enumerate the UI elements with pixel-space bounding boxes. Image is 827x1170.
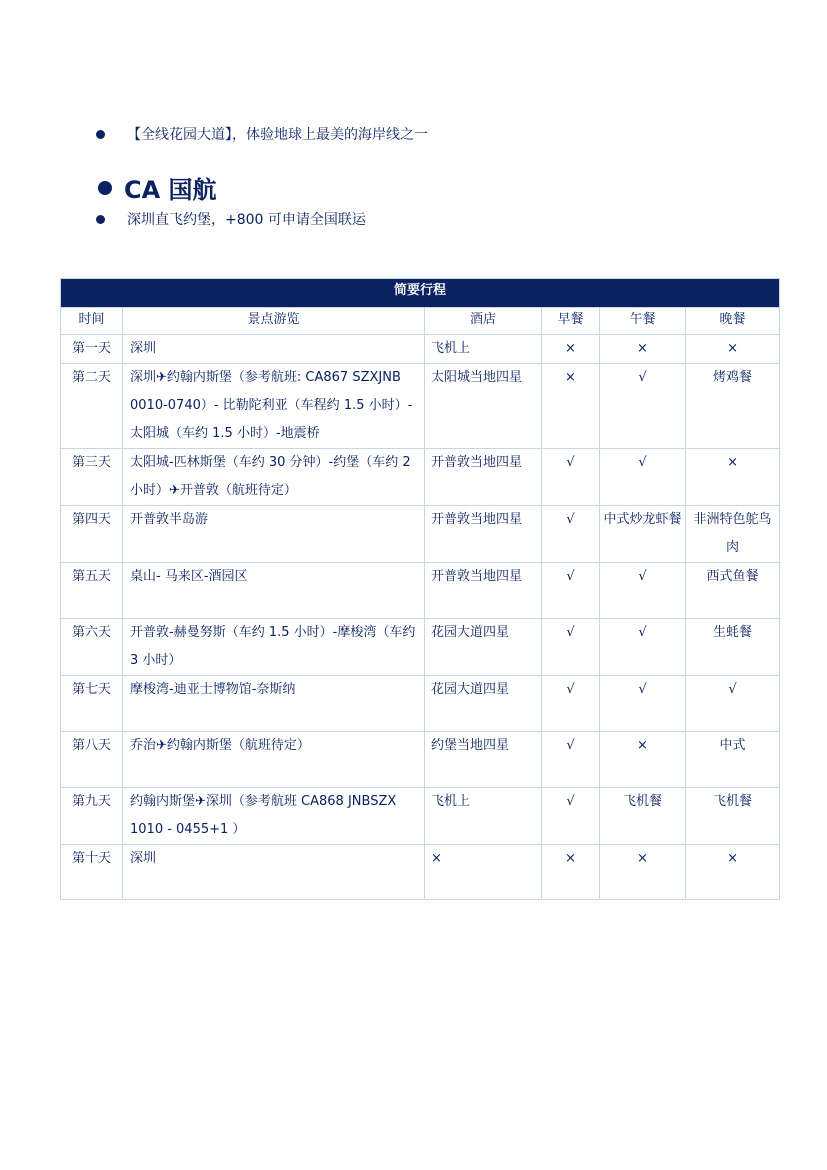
- hotel-cell: ×: [425, 845, 542, 900]
- header-sights: 景点游览: [123, 308, 425, 335]
- bullet-dot-icon: [96, 130, 105, 139]
- sight-cell: 深圳: [123, 845, 425, 900]
- table-row: [61, 732, 780, 788]
- bullet-text: 【全线花园大道】，体验地球上最美的海岸线之一: [127, 127, 428, 143]
- breakfast-cell: √: [542, 506, 600, 563]
- breakfast-cell: ×: [542, 364, 600, 449]
- dinner-cell: ×: [686, 335, 780, 364]
- lunch-cell: 飞机餐: [600, 788, 686, 845]
- hotel-cell: 开普敦当地四星: [425, 506, 542, 563]
- bullet-item-garden-route: [96, 124, 428, 144]
- sight-cell: 太阳城-匹林斯堡（车约 30 分钟）-约堡（车约 2 小时）✈开普敦（航班待定）: [123, 449, 425, 506]
- section-heading-airline: [98, 170, 217, 205]
- day-cell: 第十天: [61, 845, 123, 900]
- table-row: [61, 845, 780, 900]
- lunch-cell: √: [600, 676, 686, 732]
- lunch-cell: √: [600, 563, 686, 619]
- day-cell: 第九天: [61, 788, 123, 845]
- lunch-cell: √: [600, 364, 686, 449]
- dinner-cell: 烤鸡餐: [686, 364, 780, 449]
- table-row: [61, 449, 780, 506]
- breakfast-cell: √: [542, 676, 600, 732]
- day-cell: 第七天: [61, 676, 123, 732]
- header-dinner: 晚餐: [686, 308, 780, 335]
- lunch-cell: ×: [600, 732, 686, 788]
- heading-text: CA 国航: [124, 176, 217, 204]
- breakfast-cell: √: [542, 732, 600, 788]
- header-time: 时间: [61, 308, 123, 335]
- bullet-dot-icon: [96, 215, 105, 224]
- lunch-cell: √: [600, 619, 686, 676]
- table-row: [61, 364, 780, 449]
- sight-cell: 开普敦半岛游: [123, 506, 425, 563]
- header-lunch: 午餐: [600, 308, 686, 335]
- bullet-text: 深圳直飞约堡，+800 可申请全国联运: [127, 212, 366, 228]
- hotel-cell: 飞机上: [425, 788, 542, 845]
- day-cell: 第四天: [61, 506, 123, 563]
- bullet-item-flight: [96, 209, 366, 229]
- table-row: [61, 619, 780, 676]
- breakfast-cell: √: [542, 619, 600, 676]
- table-row: [61, 506, 780, 563]
- dinner-cell: √: [686, 676, 780, 732]
- table-row: [61, 788, 780, 845]
- table-row: [61, 563, 780, 619]
- sight-cell: 深圳: [123, 335, 425, 364]
- day-cell: 第二天: [61, 364, 123, 449]
- sight-cell: 乔治✈约翰内斯堡（航班待定）: [123, 732, 425, 788]
- table-row: [61, 335, 780, 364]
- table-header-row: [61, 308, 780, 335]
- breakfast-cell: √: [542, 563, 600, 619]
- sight-cell: 深圳✈约翰内斯堡（参考航班: CA867 SZXJNB 0010-0740）- 比勒陀利亚（车程约 1.5 小时）-太阳城（车约 1.5 小时）-地震桥: [123, 364, 425, 449]
- hotel-cell: 开普敦当地四星: [425, 449, 542, 506]
- header-breakfast: 早餐: [542, 308, 600, 335]
- hotel-cell: 开普敦当地四星: [425, 563, 542, 619]
- dinner-cell: 飞机餐: [686, 788, 780, 845]
- breakfast-cell: √: [542, 449, 600, 506]
- dinner-cell: ×: [686, 449, 780, 506]
- dinner-cell: 生蚝餐: [686, 619, 780, 676]
- sight-cell: 约翰内斯堡✈深圳（参考航班 CA868 JNBSZX 1010 - 0455+1 ）: [123, 788, 425, 845]
- sight-cell: 摩梭湾-迪亚士博物馆-奈斯纳: [123, 676, 425, 732]
- dinner-cell: 非洲特色鸵鸟肉: [686, 506, 780, 563]
- table-title-row: [61, 279, 780, 308]
- bullet-dot-icon: [98, 181, 112, 195]
- lunch-cell: ×: [600, 335, 686, 364]
- hotel-cell: 花园大道四星: [425, 619, 542, 676]
- lunch-cell: √: [600, 449, 686, 506]
- dinner-cell: 西式鱼餐: [686, 563, 780, 619]
- hotel-cell: 约堡当地四星: [425, 732, 542, 788]
- itinerary-table: [60, 278, 780, 900]
- day-cell: 第一天: [61, 335, 123, 364]
- table-title: 简要行程: [61, 279, 780, 308]
- day-cell: 第六天: [61, 619, 123, 676]
- breakfast-cell: ×: [542, 335, 600, 364]
- dinner-cell: ×: [686, 845, 780, 900]
- sight-cell: 开普敦-赫曼努斯（车约 1.5 小时）-摩梭湾（车约 3 小时）: [123, 619, 425, 676]
- hotel-cell: 飞机上: [425, 335, 542, 364]
- hotel-cell: 花园大道四星: [425, 676, 542, 732]
- header-hotel: 酒店: [425, 308, 542, 335]
- hotel-cell: 太阳城当地四星: [425, 364, 542, 449]
- day-cell: 第八天: [61, 732, 123, 788]
- sight-cell: 桌山- 马来区-酒园区: [123, 563, 425, 619]
- breakfast-cell: ×: [542, 845, 600, 900]
- table-row: [61, 676, 780, 732]
- dinner-cell: 中式: [686, 732, 780, 788]
- lunch-cell: ×: [600, 845, 686, 900]
- lunch-cell: 中式炒龙虾餐: [600, 506, 686, 563]
- day-cell: 第三天: [61, 449, 123, 506]
- day-cell: 第五天: [61, 563, 123, 619]
- breakfast-cell: √: [542, 788, 600, 845]
